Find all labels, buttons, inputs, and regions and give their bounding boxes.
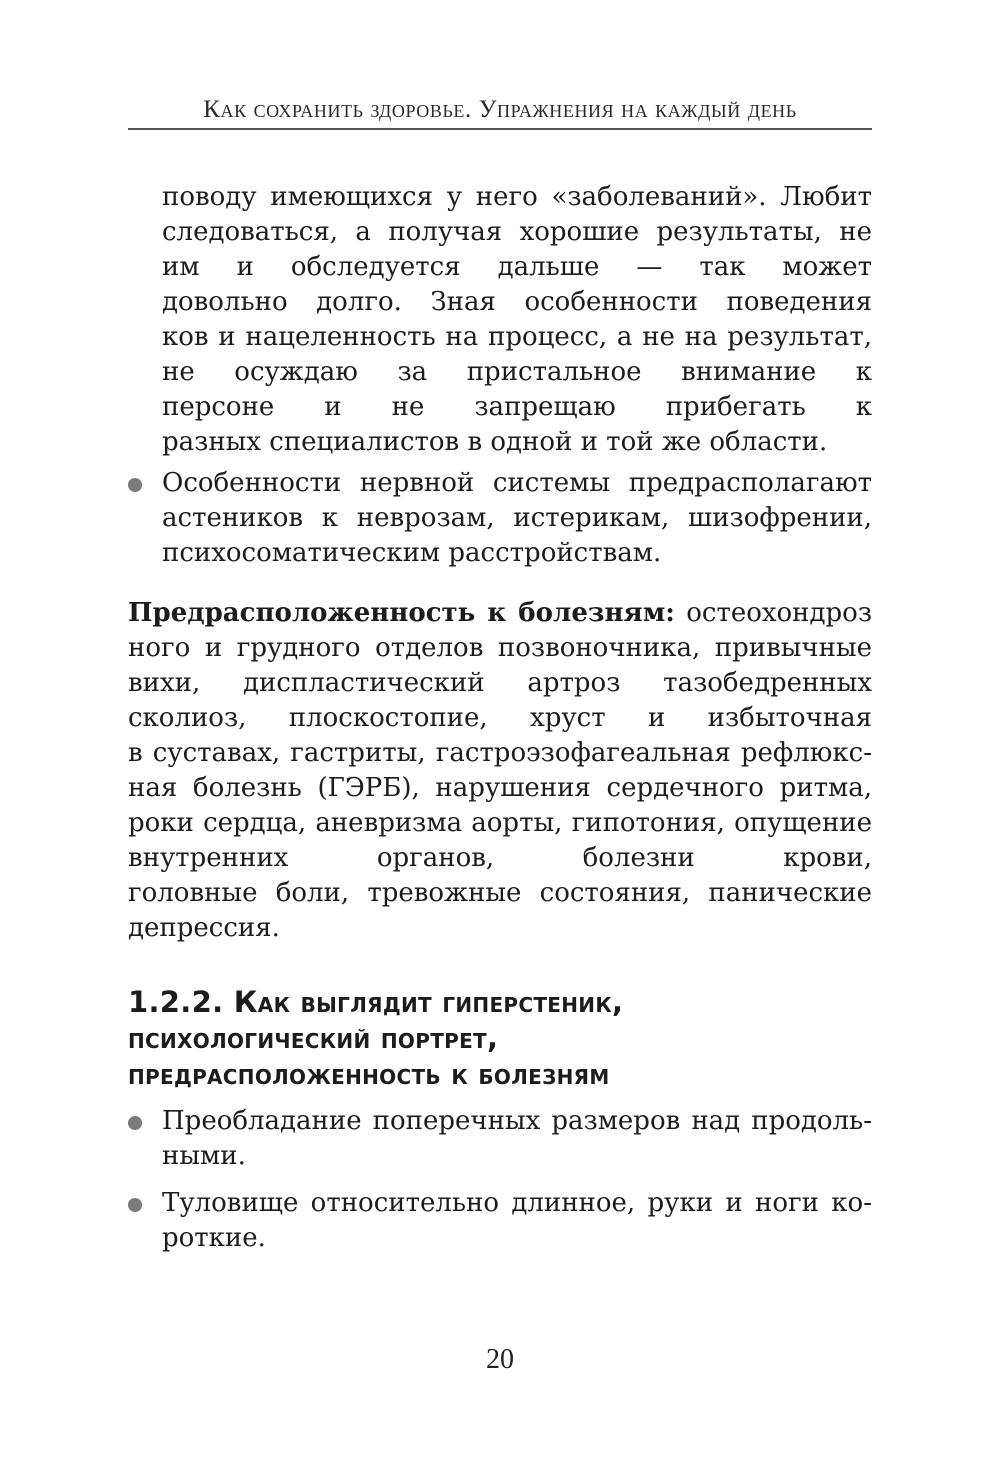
text-line: ными. xyxy=(162,1141,246,1171)
bullet-line xyxy=(128,1104,872,1139)
text-line: в суставах, гастриты, гастроэзофагеальная рефлюкс- xyxy=(128,738,872,768)
text-line: разных специалистов в одной и той же области. xyxy=(162,427,828,457)
bullet-icon xyxy=(128,1198,142,1212)
section-heading xyxy=(128,984,872,1092)
continued-paragraph xyxy=(128,180,872,460)
bullet-item xyxy=(128,1104,872,1174)
text-line: психосоматическим расстройствам. xyxy=(162,538,662,568)
text-line: персоне и не запрещаю прибегать к xyxy=(162,392,872,422)
text-line: Особенности нервной системы предрасполагают xyxy=(162,468,872,498)
text-line: ного и грудного отделов позвоночника, привычные xyxy=(128,633,872,663)
text-line xyxy=(128,596,872,631)
page-number: 20 xyxy=(486,1344,514,1375)
text-line: следоваться, а получая хорошие результаты, не xyxy=(162,217,872,247)
bullet-item xyxy=(128,1186,872,1256)
text-line: ная болезнь (ГЭРБ), нарушения сердечного ритма, xyxy=(128,773,872,803)
predisposition-label: Предрасположенность к болезням: xyxy=(128,598,675,628)
text-line: Туловище относительно длинное, руки и ноги ко- xyxy=(162,1188,872,1218)
bullet-item xyxy=(128,466,872,571)
text-line: довольно долго. Зная особенности поведения xyxy=(162,287,872,317)
text-line: сколиоз, плоскостопие, хруст и избыточная xyxy=(128,703,872,733)
text-line: астеников к неврозам, истерикам, шизофрении, xyxy=(162,503,872,533)
predisposition-paragraph xyxy=(128,596,872,946)
bullet-line xyxy=(128,466,872,501)
text-line: не осуждаю за пристальное внимание к xyxy=(162,357,872,387)
header-rule xyxy=(128,128,872,130)
text-line: внутренних органов, болезни крови, xyxy=(128,843,872,873)
bullet-line xyxy=(128,1186,872,1221)
text-line: ков и нацеленность на процесс, а не на результат, xyxy=(162,322,872,352)
heading-line: психологический портрет, xyxy=(128,1021,499,1055)
bullet-icon xyxy=(128,478,142,492)
bullet-icon xyxy=(128,1116,142,1130)
text-line: депрессия. xyxy=(128,913,280,943)
text-line: роки сердца, аневризма аорты, гипотония, опущение xyxy=(128,808,872,838)
heading-line: предрасположенность к болезням xyxy=(128,1057,610,1091)
text-line: Преобладание поперечных размеров над продоль- xyxy=(162,1106,872,1136)
text-line: головные боли, тревожные состояния, панические xyxy=(128,878,872,908)
text-line: роткие. xyxy=(162,1223,266,1253)
text-line: им и обследуется дальше — так может xyxy=(162,252,872,282)
text-line: вихи, диспластический артроз тазобедренных xyxy=(128,668,872,698)
predisposition-first-line: остеохондроз xyxy=(686,598,872,628)
running-head: Как сохранить здоровье. Упражнения на каждый день xyxy=(203,96,797,123)
text-line: поводу имеющихся у него «заболеваний». Любит xyxy=(162,182,872,212)
heading-line: 1.2.2. Как выглядит гиперстеник, xyxy=(128,985,624,1019)
